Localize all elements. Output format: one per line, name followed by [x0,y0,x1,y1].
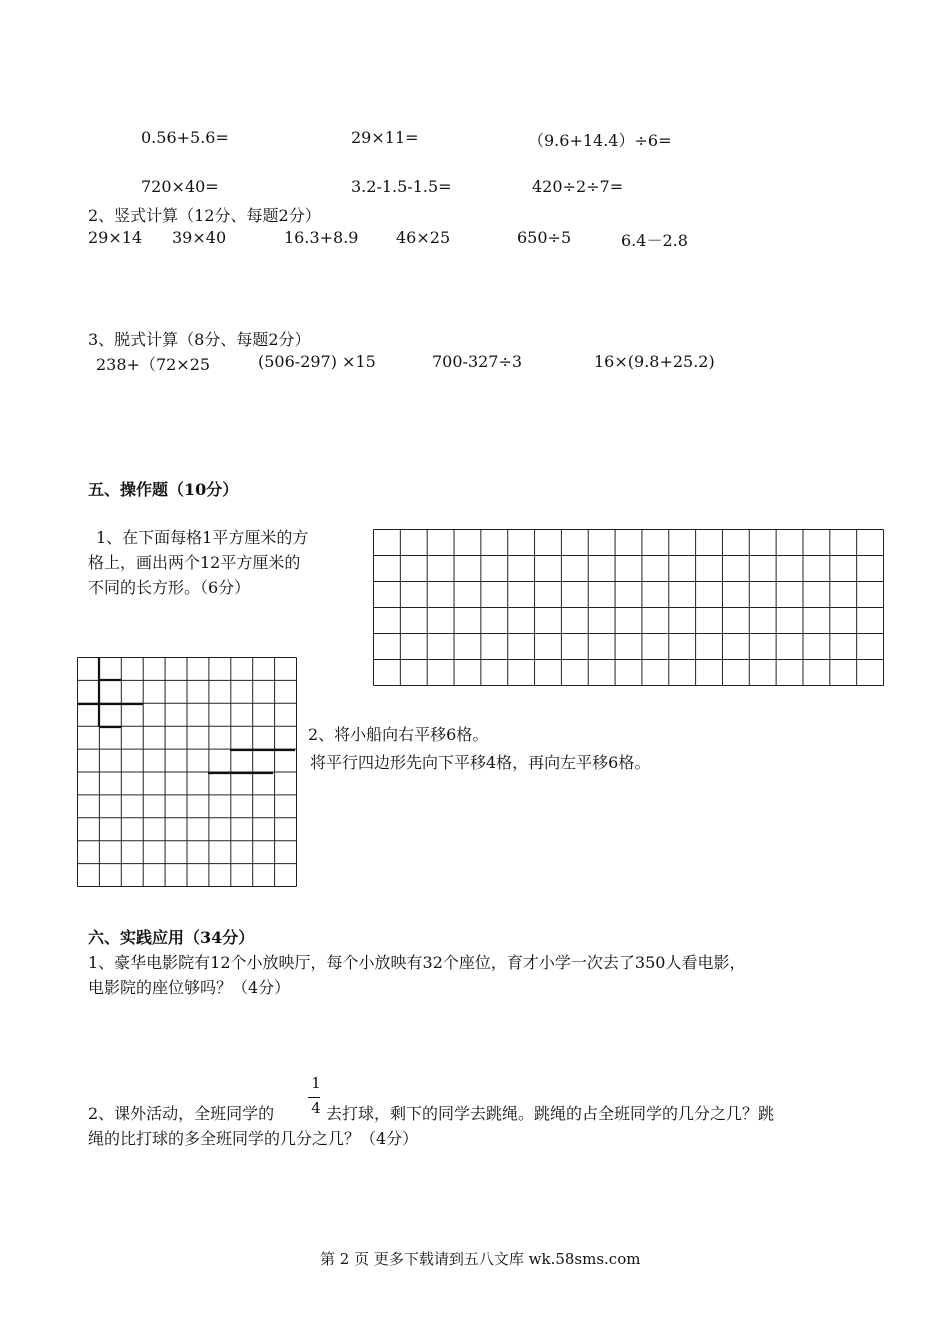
step-calc-item: 700-327÷3 [432,352,523,371]
fraction-numerator: 1 [311,1074,321,1092]
application-q1-line: 1、豪华电影院有12个小放映厅，每个小放映有32个座位，育才小学一次去了350人看电影， [88,953,746,972]
operation-q2-line: 将平行四边形先向下平移4格，再向左平移6格。 [310,753,651,772]
calc-2-2: 3.2-1.5-1.5= [351,177,452,196]
vertical-calc-item: 46×25 [396,228,451,247]
application-q2-line2: 绳的比打球的多全班同学的几分之几？（4分） [88,1129,419,1148]
operation-q2-line: 2、将小船向右平移6格。 [308,725,489,744]
fraction-bar [308,1097,320,1098]
page-footer: 第 2 页 更多下载请到五八文库 wk.58sms.com [320,1250,641,1268]
step-calc-item: 238+（72×25 [96,355,211,374]
operation-q1-line: 不同的长方形。（6分） [88,578,251,597]
operation-q1-line: 1、在下面每格1平方厘米的方 [96,528,309,547]
calc-1-3: （9.6+14.4）÷6= [528,131,672,150]
step-calc-item: 16×(9.8+25.2) [594,352,715,371]
vertical-calc-item: 650÷5 [517,228,572,247]
square-grid-1cm [373,529,884,686]
application-q2-suffix: 去打球，剩下的同学去跳绳。跳绳的占全班同学的几分之几？跳 [326,1104,775,1123]
fraction-denominator: 4 [311,1099,321,1117]
section-5-title: 五、操作题（10分） [88,480,239,499]
vertical-calc-item: 16.3+8.9 [284,228,359,247]
vertical-calc-title: 2、竖式计算（12分、每题2分） [88,206,321,225]
calc-1-2: 29×11= [351,128,419,147]
calc-2-3: 420÷2÷7= [532,177,624,196]
vertical-calc-item: 39×40 [172,228,227,247]
step-calc-title: 3、脱式计算（8分、每题2分） [88,330,311,349]
vertical-calc-item: 29×14 [88,228,143,247]
operation-q1-line: 格上，画出两个12平方厘米的 [88,553,301,572]
calc-1-1: 0.56+5.6= [141,128,229,147]
translation-grid [77,657,297,887]
section-6-title: 六、实践应用（34分） [88,928,255,947]
calc-2-1: 720×40= [141,177,219,196]
application-q2-prefix: 2、课外活动，全班同学的 [88,1104,275,1123]
vertical-calc-item: 6.4－2.8 [621,231,688,250]
application-q1-line: 电影院的座位够吗？（4分） [88,978,291,997]
step-calc-item: (506-297) ×15 [258,352,376,371]
